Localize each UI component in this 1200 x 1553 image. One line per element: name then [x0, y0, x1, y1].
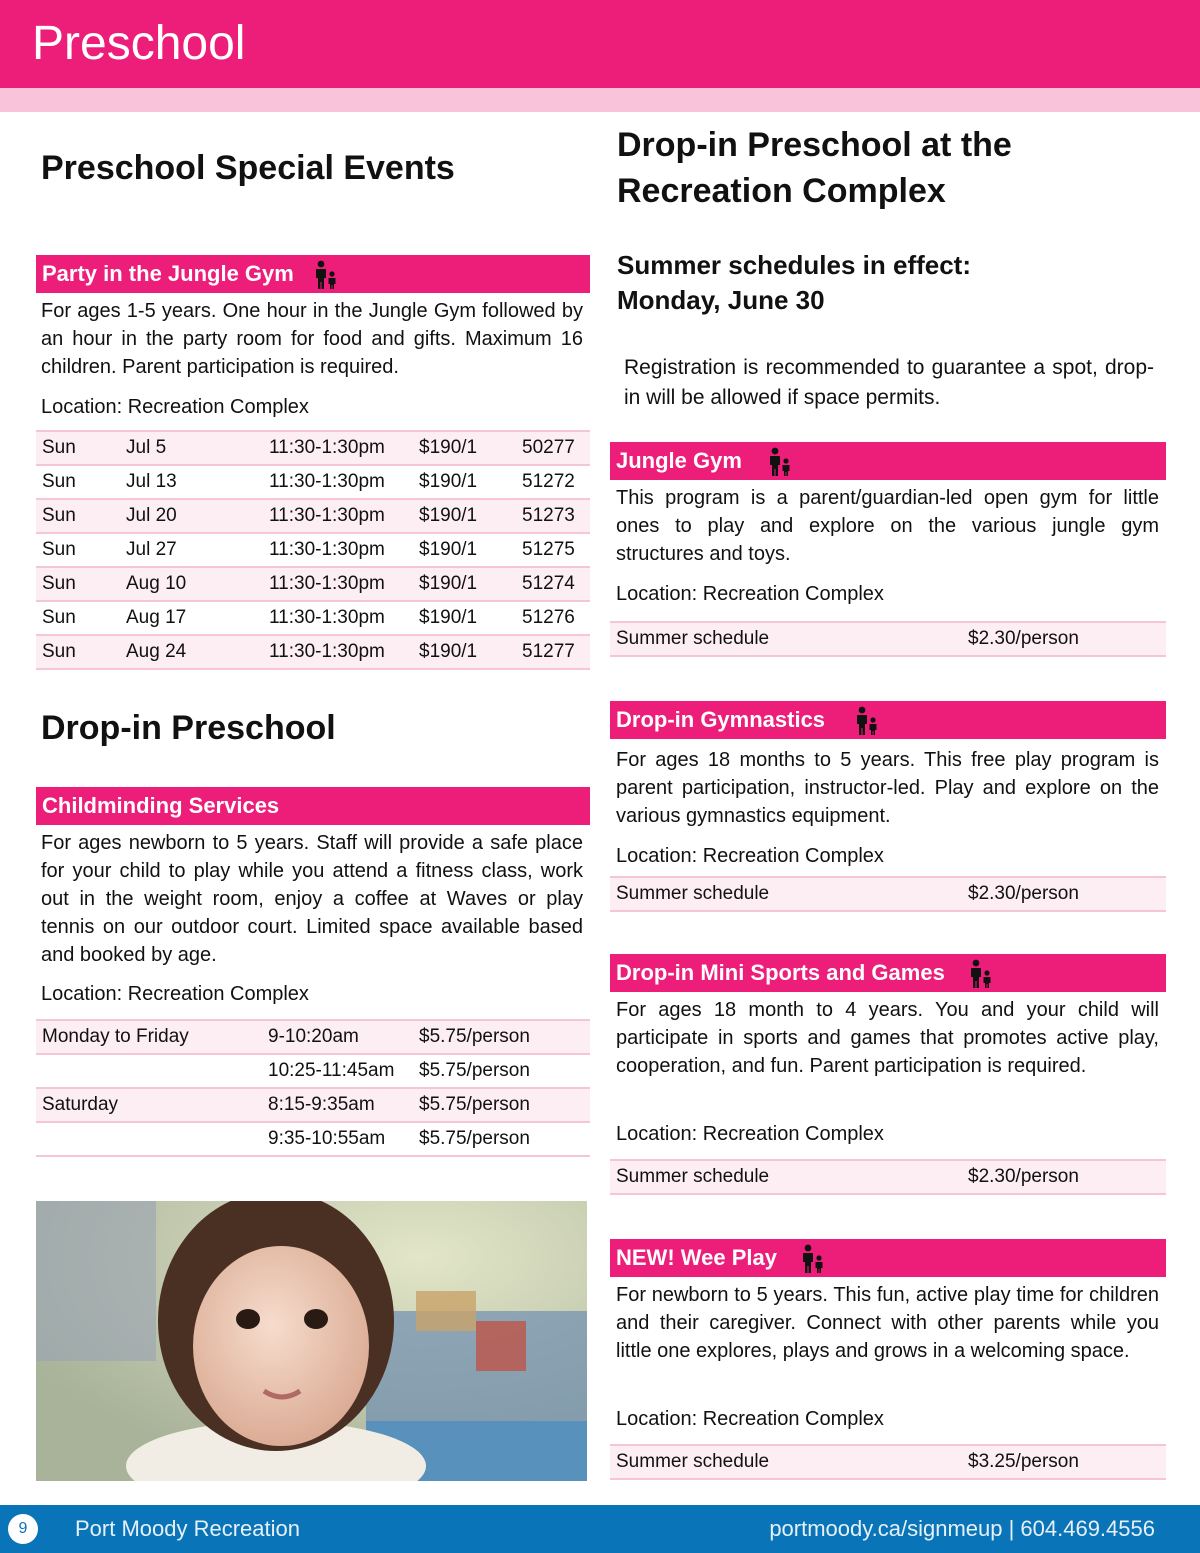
- table-cell: 9:35-10:55am: [262, 1122, 413, 1156]
- registration-note: Registration is recommended to guarantee a spot, drop-in will be allowed if space permits.: [624, 356, 1154, 409]
- wee-play-schedule: [610, 1444, 1166, 1480]
- jungle-gym-schedule: [610, 621, 1166, 657]
- table-cell: $190/1: [413, 431, 516, 465]
- childminding-bar: [36, 787, 590, 825]
- table-cell: Aug 17: [120, 601, 263, 635]
- page-title: Preschool: [32, 17, 246, 70]
- table-cell: 11:30-1:30pm: [263, 567, 413, 601]
- summer-notice-line2: Monday, June 30: [617, 285, 825, 315]
- table-cell: Sun: [36, 533, 120, 567]
- table-cell: Jul 20: [120, 499, 263, 533]
- table-row: [610, 1160, 1166, 1194]
- table-cell: Aug 10: [120, 567, 263, 601]
- table-cell: $5.75/person: [413, 1122, 590, 1156]
- parent-child-icon: [855, 706, 879, 736]
- table-row: [36, 1122, 590, 1156]
- table-cell: $190/1: [413, 499, 516, 533]
- jungle-gym-title: Jungle Gym: [616, 448, 742, 473]
- table-cell: 11:30-1:30pm: [263, 465, 413, 499]
- table-row: [36, 465, 590, 499]
- header-band: [0, 88, 1200, 112]
- mini-sports-bar: [610, 954, 1166, 992]
- table-cell: 51275: [516, 533, 590, 567]
- table-cell: Jul 5: [120, 431, 263, 465]
- table-cell: $5.75/person: [413, 1088, 590, 1122]
- footer-org: Port Moody Recreation: [75, 1516, 300, 1541]
- table-cell: $5.75/person: [413, 1020, 590, 1054]
- table-cell: Sun: [36, 601, 120, 635]
- table-cell: [36, 1054, 262, 1088]
- table-cell: Saturday: [36, 1088, 262, 1122]
- schedule-price: $2.30/person: [962, 1160, 1166, 1194]
- gymnastics-schedule: [610, 876, 1166, 912]
- special-events-heading: Preschool Special Events: [41, 149, 455, 187]
- table-cell: Sun: [36, 635, 120, 669]
- childminding-description: For ages newborn to 5 years. Staff will provide a safe place for your child to play while you attend a fitness class, work out in the weight room, enjoy a coffee at Waves or play tennis on our outdoor court. Limited space available based and booked by age.: [41, 832, 583, 966]
- table-row: [36, 1020, 590, 1054]
- childminding-title: Childminding Services: [42, 793, 280, 818]
- right-heading-line2: Recreation Complex: [617, 172, 946, 210]
- table-cell: 50277: [516, 431, 590, 465]
- dropin-preschool-heading: Drop-in Preschool: [41, 709, 336, 747]
- right-heading-line1: Drop-in Preschool at the: [617, 126, 1012, 164]
- table-row: [36, 499, 590, 533]
- wee-play-description: For newborn to 5 years. This fun, active play time for children and their caregiver. Connect with other parents while you little one explores, plays and grows in a welcoming space.: [616, 1284, 1159, 1362]
- schedule-label: Summer schedule: [610, 1160, 962, 1194]
- gymnastics-title: Drop-in Gymnastics: [616, 707, 826, 732]
- party-jungle-gym-bar: [36, 255, 590, 293]
- table-cell: $190/1: [413, 567, 516, 601]
- table-cell: Aug 24: [120, 635, 263, 669]
- table-cell: $190/1: [413, 533, 516, 567]
- table-cell: Sun: [36, 431, 120, 465]
- childminding-location: Location: Recreation Complex: [41, 983, 309, 1005]
- table-row: [36, 567, 590, 601]
- gymnastics-location: Location: Recreation Complex: [616, 845, 884, 867]
- table-cell: Sun: [36, 465, 120, 499]
- table-cell: Sun: [36, 567, 120, 601]
- table-row: [36, 1054, 590, 1088]
- table-cell: $190/1: [413, 635, 516, 669]
- page-header: [0, 0, 1200, 88]
- table-row: [610, 1445, 1166, 1479]
- gymnastics-description: For ages 18 months to 5 years. This free play program is parent participation, instructor-led. Play and explore on the various gymnastics equipment.: [616, 749, 1159, 827]
- schedule-label: Summer schedule: [610, 1445, 962, 1479]
- table-row: [36, 533, 590, 567]
- table-cell: $190/1: [413, 601, 516, 635]
- table-cell: 11:30-1:30pm: [263, 499, 413, 533]
- party-location: Location: Recreation Complex: [41, 396, 309, 418]
- table-cell: 11:30-1:30pm: [263, 601, 413, 635]
- page-number: 9: [8, 1514, 38, 1544]
- parent-child-icon: [768, 447, 792, 477]
- childminding-schedule-table: [36, 1019, 590, 1157]
- schedule-label: Summer schedule: [610, 877, 962, 911]
- table-cell: 51277: [516, 635, 590, 669]
- summer-notice-line1: Summer schedules in effect:: [617, 250, 971, 280]
- parent-child-icon: [801, 1244, 825, 1274]
- jungle-gym-description: This program is a parent/guardian-led open gym for little ones to play and explore on the various jungle gym structures and toys.: [616, 487, 1159, 565]
- table-cell: 11:30-1:30pm: [263, 431, 413, 465]
- wee-play-title: NEW! Wee Play: [616, 1245, 777, 1270]
- table-cell: $5.75/person: [413, 1054, 590, 1088]
- table-cell: 11:30-1:30pm: [263, 635, 413, 669]
- mini-sports-location: Location: Recreation Complex: [616, 1123, 884, 1145]
- table-row: [610, 622, 1166, 656]
- child-photo: [36, 1201, 587, 1481]
- mini-sports-description: For ages 18 month to 4 years. You and your child will participate in sports and games that promotes active play, cooperation, and fun. Parent participation is required.: [616, 999, 1159, 1077]
- schedule-price: $2.30/person: [962, 877, 1166, 911]
- table-row: [36, 635, 590, 669]
- table-cell: 51273: [516, 499, 590, 533]
- table-cell: 10:25-11:45am: [262, 1054, 413, 1088]
- mini-sports-schedule: [610, 1159, 1166, 1195]
- page-footer: [0, 1505, 1200, 1553]
- parent-child-icon: [969, 959, 993, 989]
- table-cell: Jul 13: [120, 465, 263, 499]
- table-cell: [36, 1122, 262, 1156]
- party-description: For ages 1-5 years. One hour in the Jungle Gym followed by an hour in the party room for food and gifts. Maximum 16 children. Parent participation is required.: [41, 300, 583, 378]
- mini-sports-title: Drop-in Mini Sports and Games: [616, 960, 945, 985]
- table-row: [36, 601, 590, 635]
- table-row: [36, 431, 590, 465]
- footer-contact-link[interactable]: portmoody.ca/signmeup | 604.469.4556: [769, 1516, 1155, 1541]
- schedule-price: $2.30/person: [962, 622, 1166, 656]
- table-cell: $190/1: [413, 465, 516, 499]
- schedule-label: Summer schedule: [610, 622, 962, 656]
- parent-child-icon: [314, 260, 338, 290]
- table-cell: 11:30-1:30pm: [263, 533, 413, 567]
- table-cell: 51276: [516, 601, 590, 635]
- table-cell: 51272: [516, 465, 590, 499]
- jungle-gym-bar: [610, 442, 1166, 480]
- table-cell: 8:15-9:35am: [262, 1088, 413, 1122]
- table-row: [36, 1088, 590, 1122]
- table-cell: Monday to Friday: [36, 1020, 262, 1054]
- table-row: [610, 877, 1166, 911]
- jungle-gym-location: Location: Recreation Complex: [616, 583, 884, 605]
- party-jungle-gym-title: Party in the Jungle Gym: [42, 261, 294, 286]
- wee-play-bar: [610, 1239, 1166, 1277]
- table-cell: Jul 27: [120, 533, 263, 567]
- table-cell: Sun: [36, 499, 120, 533]
- party-schedule-table: [36, 430, 590, 670]
- gymnastics-bar: [610, 701, 1166, 739]
- wee-play-location: Location: Recreation Complex: [616, 1408, 884, 1430]
- table-cell: 51274: [516, 567, 590, 601]
- schedule-price: $3.25/person: [962, 1445, 1166, 1479]
- table-cell: 9-10:20am: [262, 1020, 413, 1054]
